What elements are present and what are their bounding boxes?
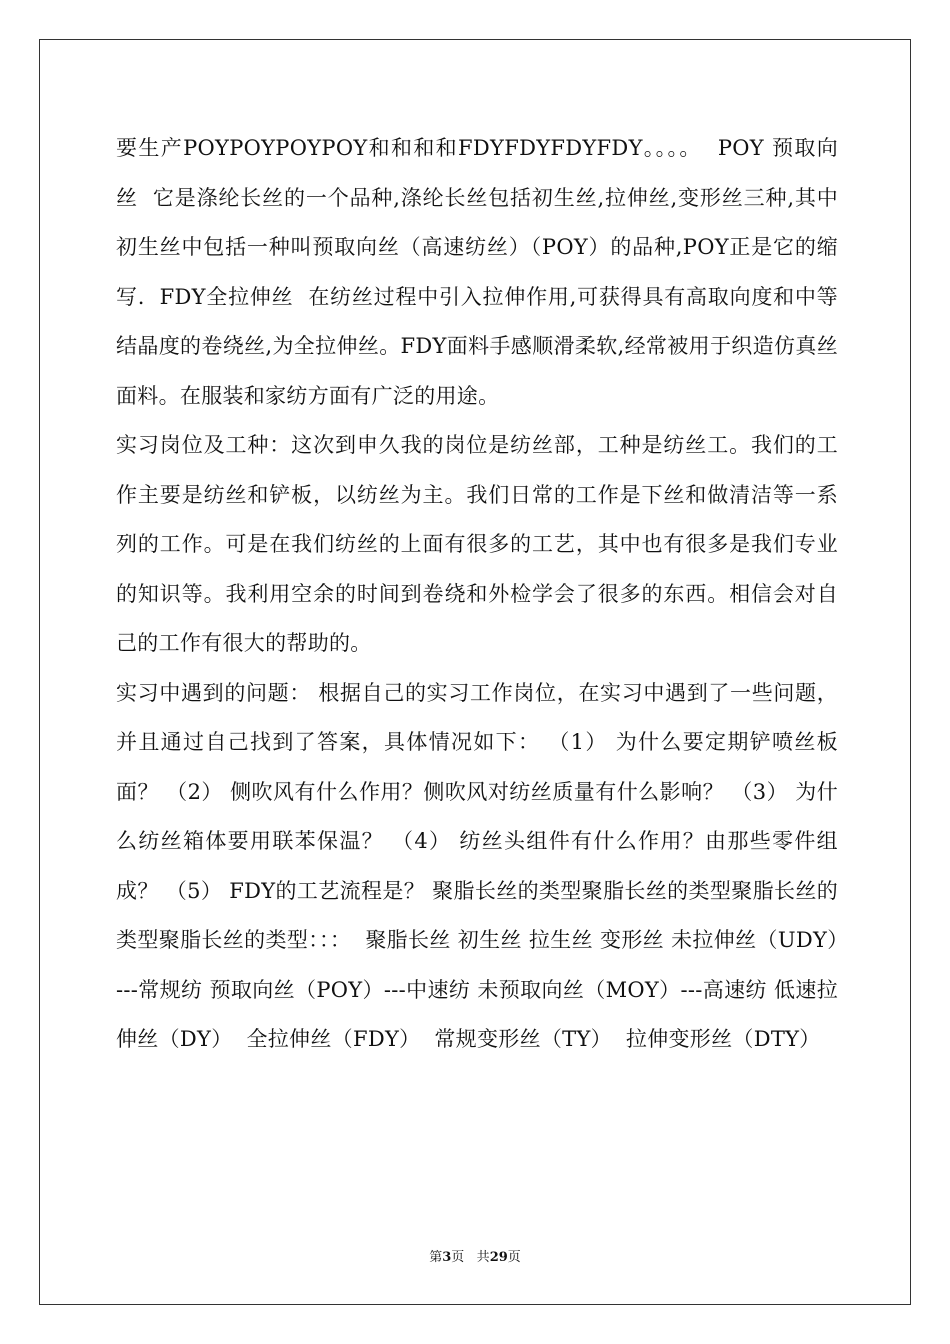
- page-footer: [0, 1246, 950, 1265]
- paragraph-poy-fdy: 要生产POYPOYPOYPOY和和和和FDYFDYFDYFDY。。。。 POY 预取向丝 它是涤纶长丝的一个品种,涤纶长丝包括初生丝,拉伸丝,变形丝三种,其中初生丝中包括一种叫预取向丝（高速纺丝）（POY）的品种,POY正是它的缩写. FDY全拉伸丝 在纺丝过程中引入拉伸作用,可获得具有高取向度和中等结晶度的卷绕丝,为全拉伸丝。FDY面料手感顺滑柔软,经常被用于织造仿真丝面料。在服装和家纺方面有广泛的用途。: [116, 136, 838, 408]
- paragraph-internship-position: 实习岗位及工种：这次到申久我的岗位是纺丝部，工种是纺丝工。我们的工作主要是纺丝和铲板，以纺丝为主。我们日常的工作是下丝和做清洁等一系列的工作。可是在我们纺丝的上面有很多的工艺，其中也有很多是我们专业的知识等。我利用空余的时间到卷绕和外检学会了很多的东西。相信会对自己的工作有很大的帮助的。: [116, 433, 838, 655]
- footer-total-pages: 29: [489, 1250, 508, 1265]
- footer-page-suffix: 页: [451, 1250, 465, 1265]
- footer-page-number: 3: [442, 1250, 452, 1265]
- footer-page-prefix: 第: [429, 1250, 443, 1265]
- footer-total-prefix: 共: [476, 1250, 490, 1265]
- document-body: [116, 124, 838, 1065]
- footer-total-suffix: 页: [507, 1250, 521, 1265]
- paragraph-internship-problems: 实习中遇到的问题： 根据自己的实习工作岗位，在实习中遇到了一些问题，并且通过自己找到了答案，具体情况如下： （1） 为什么要定期铲喷丝板面？ （2） 侧吹风有什么作用？侧吹风对纺丝质量有什么影响？ （3） 为什么纺丝箱体要用联苯保温？ （4） 纺丝头组件有什么作用？由那些零件组成？ （5） FDY的工艺流程是？ 聚脂长丝的类型聚脂长丝的类型聚脂长丝的类型聚脂长丝的类型：：： 聚脂长丝 初生丝 拉生丝 变形丝 未拉伸丝（UDY）---常规纺 预取向丝（POY）---中速纺 未预取向丝（MOY）---高速纺 低速拉伸丝（DY） 全拉伸丝（FDY） 常规变形丝（TY） 拉伸变形丝（DTY）: [116, 680, 838, 1051]
